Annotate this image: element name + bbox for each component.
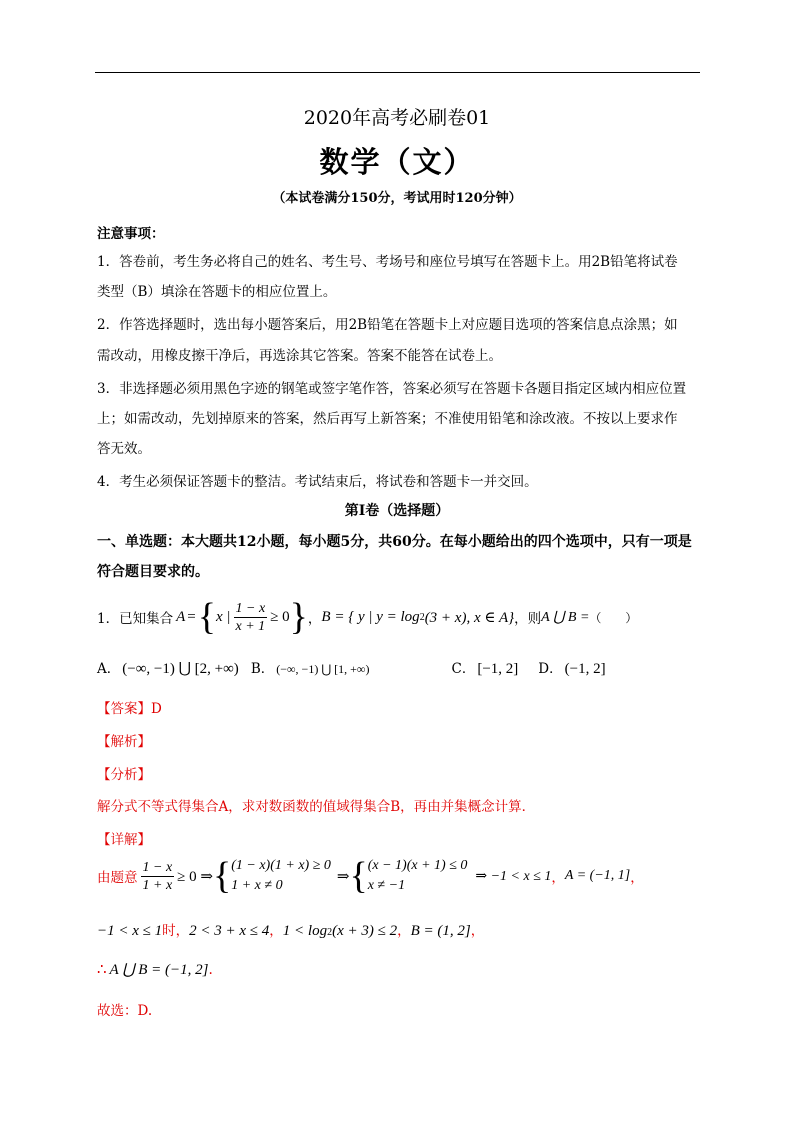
- q1-option-b-label: B．: [250, 661, 275, 677]
- notice-item-3-line-3: 答无效。: [97, 441, 151, 457]
- step2-sep-2: ，: [397, 923, 411, 939]
- q1-right-brace: }: [289, 596, 308, 638]
- question-1-stem: [97, 597, 637, 637]
- final-choice: 故选：D.: [97, 1003, 153, 1019]
- notice-item-2-line-1: 2．作答选择题时，选出每小题答案后，用2B铅笔在答题卡上对应题目选项的答案信息点涂黑；如: [97, 317, 678, 333]
- q1-set-a-name: A: [176, 608, 186, 625]
- q1-option-d-label: D．: [538, 661, 563, 677]
- q1-equals: =: [187, 608, 196, 625]
- step2-b-value: B = (1, 2]: [410, 923, 471, 939]
- solution-step-2: [97, 919, 484, 940]
- q1-ge-zero: ≥ 0: [270, 608, 290, 625]
- q1-set-b: B = { y | y = log: [321, 608, 420, 625]
- q1-ask: ，则: [514, 611, 542, 627]
- q1-option-b: (−∞, −1) ⋃ [1, +∞): [276, 662, 370, 676]
- system-1-line-2: 1 + x ≠ 0: [231, 878, 283, 893]
- q1-option-c-label: C．: [451, 661, 476, 677]
- exam-title: 2020年高考必刷卷01: [303, 107, 491, 129]
- section-instructions-line-2: 符合题目要求的。: [97, 564, 209, 580]
- analysis-tag: 【解析】: [97, 734, 151, 750]
- q1-set-builder: x |: [215, 608, 231, 625]
- step2-tail: ，: [470, 923, 485, 939]
- step1-fraction-numerator: 1 − x: [142, 859, 173, 875]
- score-note: （本试卷满分150分，考试用时120分钟）: [272, 191, 522, 206]
- notice-item-3-line-2: 上；如需改动，先划掉原来的答案，然后再写上新答案；不准使用铅笔和涂改液。不按以上要求作: [97, 411, 678, 427]
- step2-log-rest: (x + 3) ≤ 2: [332, 923, 398, 939]
- step1-fraction-denominator: 1 + x: [142, 877, 173, 893]
- q1-option-c: [−1, 2]: [477, 661, 519, 677]
- step2-log: 1 < log: [282, 923, 328, 939]
- exam-subject: 数学（文）: [319, 145, 475, 179]
- fenxi-tag: 【分析】: [97, 767, 151, 783]
- step2-log-base: 2: [327, 927, 333, 938]
- solution-conclusion: [97, 960, 213, 979]
- q1-left-brace: {: [197, 596, 216, 638]
- q1-option-a: (−∞, −1) ⋃ [2, +∞): [122, 661, 239, 677]
- q1-union: A ⋃ B =: [541, 609, 590, 625]
- step1-system-1: [231, 856, 331, 896]
- step2-range: −1 < x ≤ 1: [97, 923, 163, 939]
- section-instructions-line-1: 一、单选题：本大题共12小题，每小题5分，共60分。在每小题给出的四个选项中，只有一项是: [97, 534, 692, 550]
- step1-arrow: ⇒: [336, 868, 350, 885]
- step1-ge: ≥ 0 ⇒: [177, 868, 213, 885]
- solution-step-1: [97, 853, 644, 899]
- q1-set-b-rest: (3 + x), x ∈ A}: [424, 609, 515, 626]
- q1-comma: ，: [307, 611, 322, 627]
- q1-answer-paren: （ ）: [589, 610, 638, 625]
- header-rule: [95, 72, 700, 73]
- therefore-symbol: ∴: [97, 960, 107, 978]
- q1-log-base: 2: [419, 611, 425, 623]
- q1-option-d: (−1, 2]: [564, 661, 606, 677]
- conclusion-union: A ⋃ B = (−1, 2]: [109, 962, 209, 978]
- fenxi-text: 解分式不等式得集合A，求对数函数的值域得集合B，再由并集概念计算．: [97, 799, 536, 815]
- step1-a-value: A = (−1, 1]: [564, 868, 631, 883]
- notice-item-4: 4．考生必须保证答题卡的整洁。考试结束后，将试卷和答题卡一并交回。: [97, 474, 538, 490]
- system-1-line-1: (1 − x)(1 + x) ≥ 0: [231, 858, 331, 873]
- question-1-options: [97, 657, 606, 678]
- part1-title: 第Ⅰ卷（选择题）: [344, 503, 450, 519]
- system-2-line-1: (x − 1)(x + 1) ≤ 0: [367, 858, 468, 873]
- system-2-line-2: x ≠ −1: [367, 878, 406, 893]
- notice-item-2-line-2: 需改动，用橡皮擦干净后，再选涂其它答案。答案不能答在试卷上。: [97, 348, 502, 364]
- q1-fraction-denominator: x + 1: [235, 618, 266, 634]
- detail-tag: 【详解】: [97, 832, 151, 848]
- conclusion-period: .: [208, 962, 213, 978]
- step2-when: 时，: [162, 923, 190, 939]
- step1-sep: ，: [551, 870, 565, 886]
- answer-line: 【答案】D: [97, 701, 162, 717]
- q1-prefix: 1．已知集合: [97, 611, 174, 627]
- q1-option-a-label: A．: [97, 661, 121, 677]
- step1-fraction: [141, 859, 175, 894]
- q1-fraction: [234, 600, 268, 635]
- step1-system-brace-1: {: [212, 855, 232, 897]
- notice-item-1-line-2: 类型（B）填涂在答题卡的相应位置上。: [97, 284, 337, 300]
- step1-system-brace-2: {: [349, 855, 368, 897]
- step1-system-2: [368, 856, 468, 896]
- step1-tail: ，: [630, 870, 644, 886]
- step2-sep-1: ，: [269, 923, 283, 939]
- notice-item-1-line-1: 1．答卷前，考生务必将自己的姓名、考生号、考场号和座位号填写在答题卡上。用2B铅笔将试卷: [97, 254, 678, 270]
- step1-prefix: 由题意: [97, 870, 138, 886]
- step1-result: ⇒ −1 < x ≤ 1: [475, 868, 552, 884]
- notice-item-3-line-1: 3．非选择题必须用黑色字迹的钢笔或签字笔作答，答案必须写在答题卡各题目指定区域内相应位置: [97, 381, 687, 397]
- q1-fraction-numerator: 1 − x: [235, 600, 266, 616]
- notice-heading: 注意事项：: [97, 226, 165, 242]
- step2-shift: 2 < 3 + x ≤ 4: [189, 923, 270, 939]
